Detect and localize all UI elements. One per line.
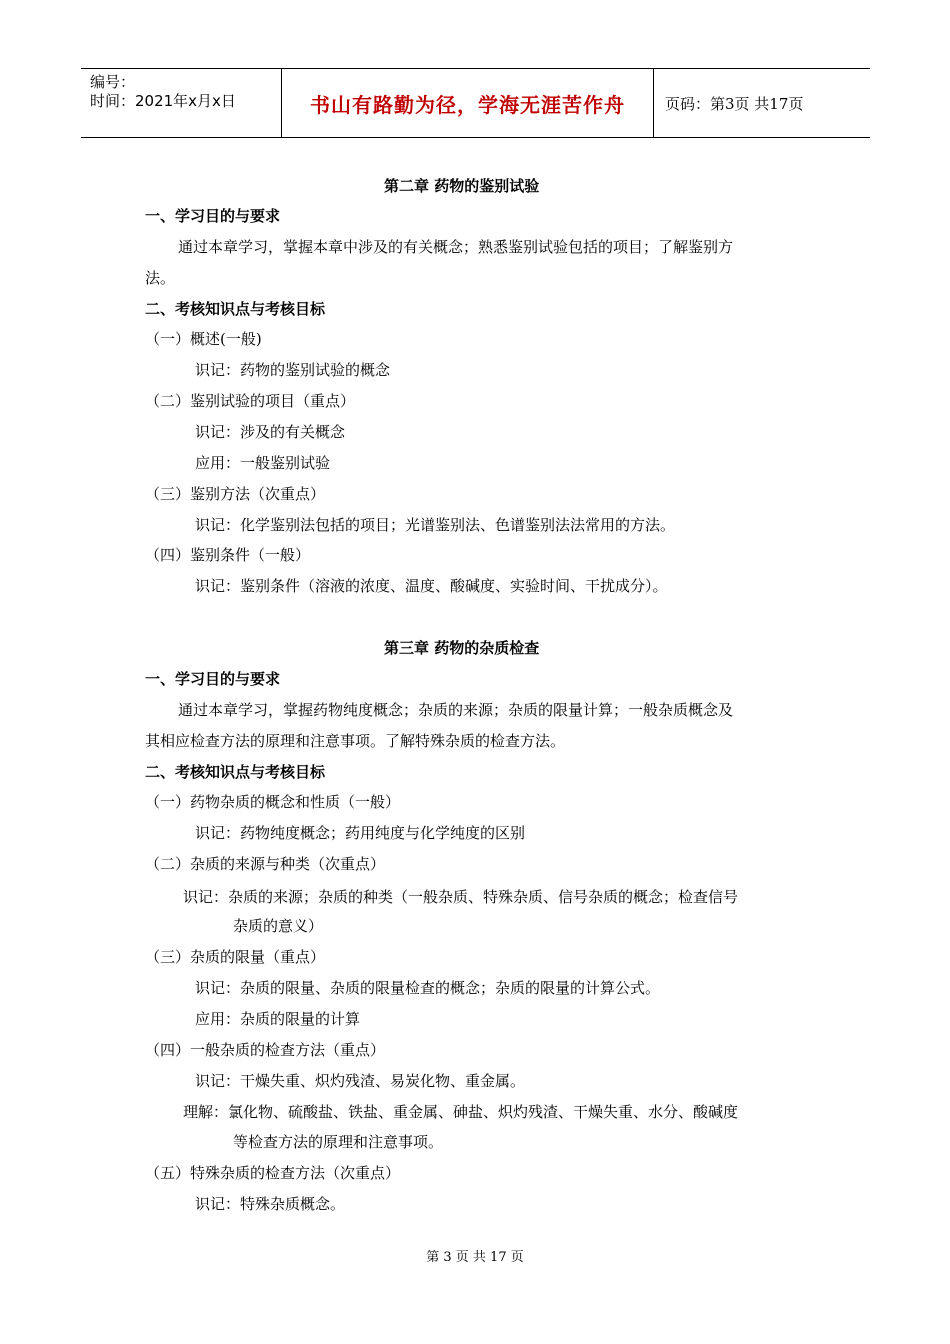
subsection-title: （四）一般杂质的检查方法（重点） [145, 1041, 386, 1059]
header-meta [81, 69, 281, 137]
paragraph-line: 通过本章学习，掌握药物纯度概念；杂质的来源；杂质的限量计算；一般杂质概念及 [178, 701, 734, 719]
list-item: 识记：杂质的限量、杂质的限量检查的概念；杂质的限量的计算公式。 [195, 979, 661, 997]
list-item: 应用：一般鉴别试验 [195, 454, 331, 472]
chapter-title: 第三章 药物的杂质检查 [384, 639, 540, 657]
date-label: 时间：2021年x月x日 [90, 92, 236, 110]
list-item: 应用：杂质的限量的计算 [195, 1010, 361, 1028]
subsection-title: （二）鉴别试验的项目（重点） [145, 392, 356, 410]
section-heading: 一、学习目的与要求 [145, 207, 281, 225]
paragraph-line: 通过本章学习，掌握本章中涉及的有关概念；熟悉鉴别试验包括的项目；了解鉴别方 [178, 238, 734, 256]
list-item: 识记：药物纯度概念；药用纯度与化学纯度的区别 [195, 824, 526, 842]
list-item: 识记：药物的鉴别试验的概念 [195, 361, 391, 379]
subsection-title: （一）概述(一般) [145, 330, 262, 348]
list-item: 杂质的意义） [233, 917, 324, 935]
subsection-title: （二）杂质的来源与种类（次重点） [145, 855, 386, 873]
header-motto-cell [281, 69, 654, 137]
header-page-label: 页码：第3页 共17页 [665, 94, 804, 113]
list-item: 识记：特殊杂质概念。 [195, 1195, 346, 1213]
paragraph-line: 其相应检查方法的原理和注意事项。了解特殊杂质的检查方法。 [145, 732, 566, 750]
list-item: 识记：干燥失重、炽灼残渣、易炭化物、重金属。 [195, 1072, 526, 1090]
list-item: 识记：涉及的有关概念 [195, 423, 346, 441]
subsection-title: （五）特殊杂质的检查方法（次重点） [145, 1164, 401, 1182]
subsection-title: （三）杂质的限量（重点） [145, 948, 326, 966]
header-page-cell [654, 69, 870, 137]
list-item: 识记：化学鉴别法包括的项目；光谱鉴别法、色谱鉴别法法常用的方法。 [195, 516, 676, 534]
section-heading: 二、考核知识点与考核目标 [145, 300, 326, 318]
section-heading: 一、学习目的与要求 [145, 670, 281, 688]
header-motto: 书山有路勤为径，学海无涯苦作舟 [310, 92, 625, 117]
page-footer: 第 3 页 共 17 页 [426, 1250, 524, 1265]
list-item: 理解：氯化物、硫酸盐、铁盐、重金属、砷盐、炽灼残渣、干燥失重、水分、酸碱度 [183, 1103, 739, 1121]
chapter-title: 第二章 药物的鉴别试验 [384, 177, 540, 195]
subsection-title: （四）鉴别条件（一般） [145, 546, 311, 564]
list-item: 识记：杂质的来源；杂质的种类（一般杂质、特殊杂质、信号杂质的概念；检查信号 [183, 888, 739, 906]
subsection-title: （三）鉴别方法（次重点） [145, 485, 326, 503]
section-heading: 二、考核知识点与考核目标 [145, 763, 326, 781]
subsection-title: （一）药物杂质的概念和性质（一般） [145, 793, 401, 811]
document-header [81, 68, 870, 138]
list-item: 等检查方法的原理和注意事项。 [233, 1133, 444, 1151]
paragraph-line: 法。 [145, 269, 176, 287]
list-item: 识记：鉴别条件（溶液的浓度、温度、酸碱度、实验时间、干扰成分）。 [195, 577, 668, 595]
number-label: 编号： [90, 73, 136, 91]
